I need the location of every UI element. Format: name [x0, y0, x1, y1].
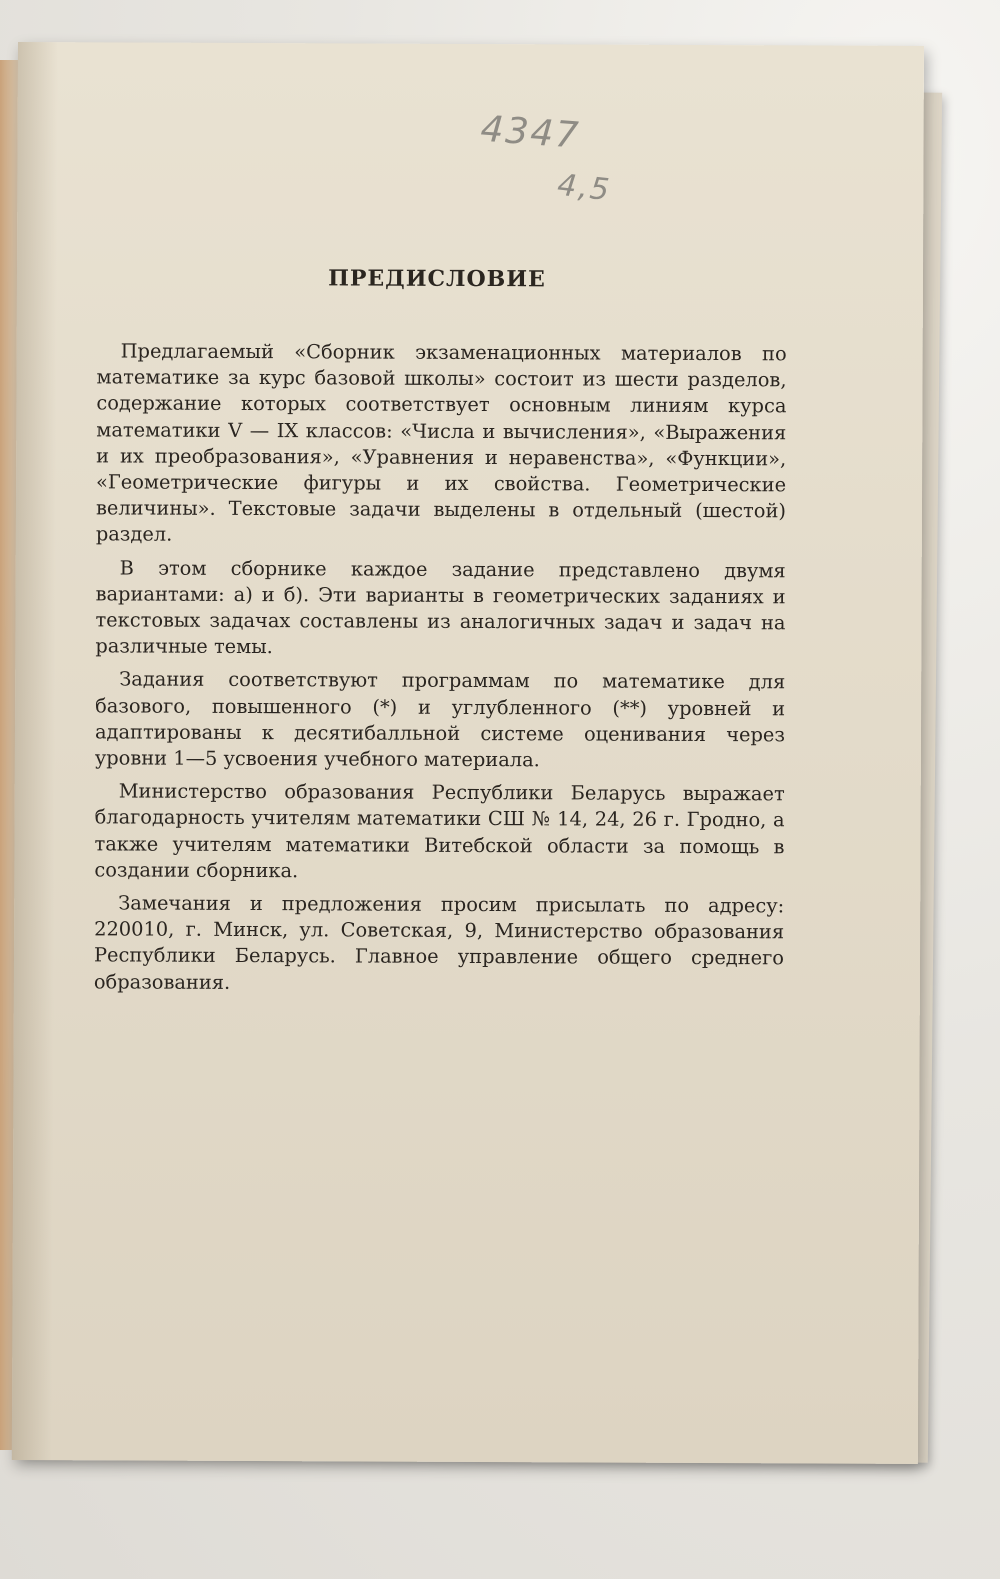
page-title: ПРЕДИСЛОВИЕ: [328, 265, 546, 293]
handwritten-price: 4,5: [555, 167, 613, 209]
paragraph-5: Замечания и предложения просим присылать по адресу: 220010, г. Минск, ул. Советская, 9, Министерство образования Республики Беларусь. Главное управление общего среднего образования.: [93, 891, 785, 994]
book-page: [12, 42, 924, 1464]
handwritten-number: 4347: [479, 108, 582, 157]
paragraph-3: Задания соответствуют программам по математике для базового, повышенного (*) и углубленного (**) уровней и адаптированы к десятибалльной системе оценивания через уровни 1—5 усвоения учебного материала.: [94, 667, 786, 772]
paragraph-1: Предлагаемый «Сборник экзаменационных материалов по математике за курс базовой школы» состоит из шести разделов, содержание которых соответствует основным линиям курса математики V — IX классов: «Числа и вычисления», «Выражения и их преобразования», «Уравнения и неравенства», «Функции», «Геометрические фигуры и их свойства. Геометрические величины». Текстовые задачи выделены в отдельный (шестой) раздел.: [95, 339, 787, 547]
preface-body: [94, 338, 787, 1005]
page-gutter-shadow: [12, 42, 58, 1460]
paragraph-2: В этом сборнике каждое задание представлено двумя вариантами: а) и б). Эти варианты в геометрических заданиях и текстовых задачах составлены из аналогичных задач и задач на различные темы.: [95, 556, 786, 659]
paragraph-4: Министерство образования Республики Беларусь выражает благодарность учителям математики СШ № 14, 24, 26 г. Гродно, а также учителям математики Витебской области за помощь в создании сборника.: [94, 779, 785, 883]
